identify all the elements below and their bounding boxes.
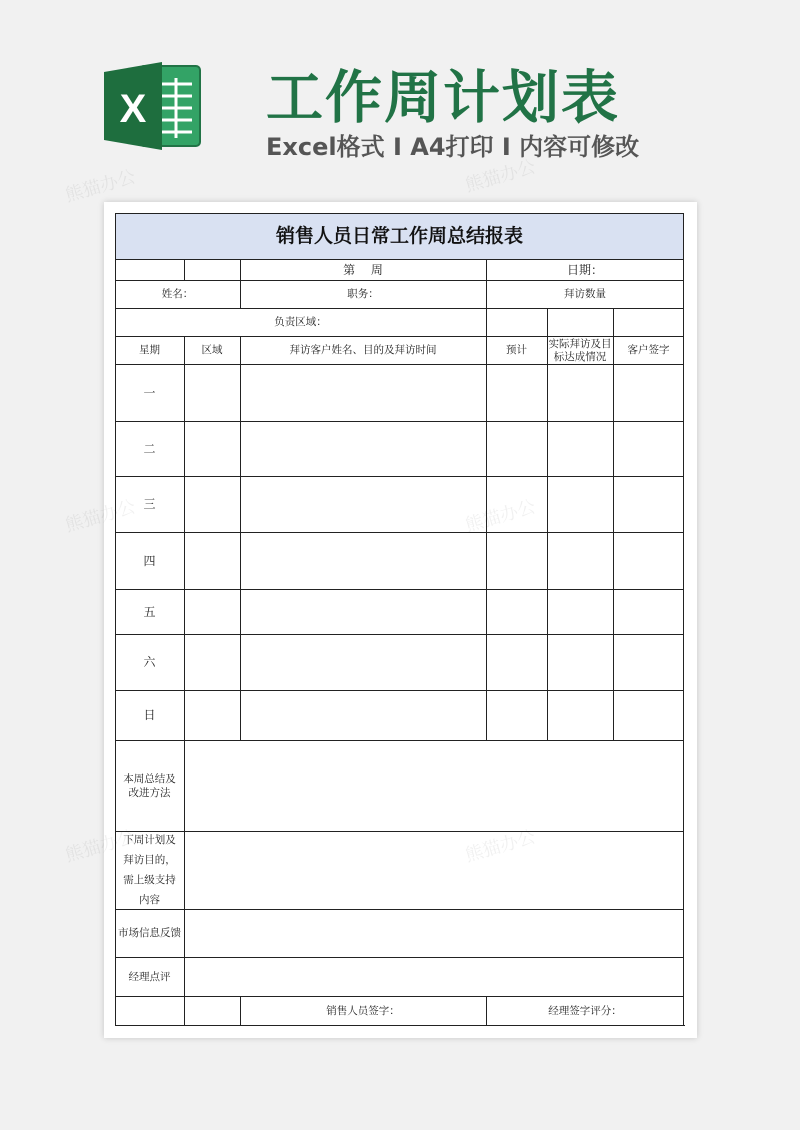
name-label[interactable]: 姓名： (161, 288, 194, 300)
manager-comment-label: 经理点评 (128, 970, 171, 983)
next-plan-label: 下周计划及拜访目的，需上级支持内容 (123, 834, 176, 906)
watermark: 熊猫办公 (62, 166, 138, 207)
header-region: 区域 (201, 344, 223, 356)
excel-icon (104, 58, 204, 154)
day-label: 四 (143, 553, 156, 568)
day-label: 日 (143, 708, 156, 722)
visit-count-label: 拜访数量 (564, 288, 606, 300)
week-label[interactable]: 第 周 (343, 262, 383, 277)
watermark: 熊猫办公 (62, 826, 138, 867)
header-signature: 客户签字 (627, 344, 670, 356)
watermark: 熊猫办公 (462, 496, 538, 537)
watermark: 熊猫办公 (462, 826, 538, 867)
day-label: 五 (143, 604, 156, 619)
manager-signature-label[interactable]: 经理签字评分： (548, 1004, 622, 1017)
day-label: 一 (143, 385, 156, 400)
banner (0, 0, 800, 195)
header-actual: 实际拜访及目标达成情况 (548, 338, 612, 363)
banner-title: 工作周计划表 (266, 65, 620, 131)
header-visit-info: 拜访客户姓名、目的及拜访时间 (289, 344, 437, 356)
position-label[interactable]: 职务： (347, 288, 379, 300)
watermark: 熊猫办公 (62, 496, 138, 537)
banner-subtitle: Excel格式 I A4打印 I 内容可修改 (266, 133, 640, 161)
date-label[interactable]: 日期： (566, 262, 603, 277)
day-label: 二 (143, 441, 156, 456)
day-label: 六 (143, 655, 156, 669)
sales-signature-label[interactable]: 销售人员签字： (326, 1004, 400, 1017)
watermark: 熊猫办公 (462, 156, 538, 197)
sheet-title: 销售人员日常工作周总结报表 (115, 213, 684, 259)
summary-label: 本周总结及改进方法 (123, 772, 176, 799)
header-weekday: 星期 (139, 344, 160, 356)
market-feedback-label: 市场信息反馈 (118, 927, 181, 939)
excel-logo-letter: X (119, 87, 147, 131)
area-label[interactable]: 负责区域： (274, 316, 327, 328)
day-label: 三 (143, 497, 156, 511)
header-plan: 预计 (506, 344, 527, 356)
report-sheet (62, 156, 697, 1038)
